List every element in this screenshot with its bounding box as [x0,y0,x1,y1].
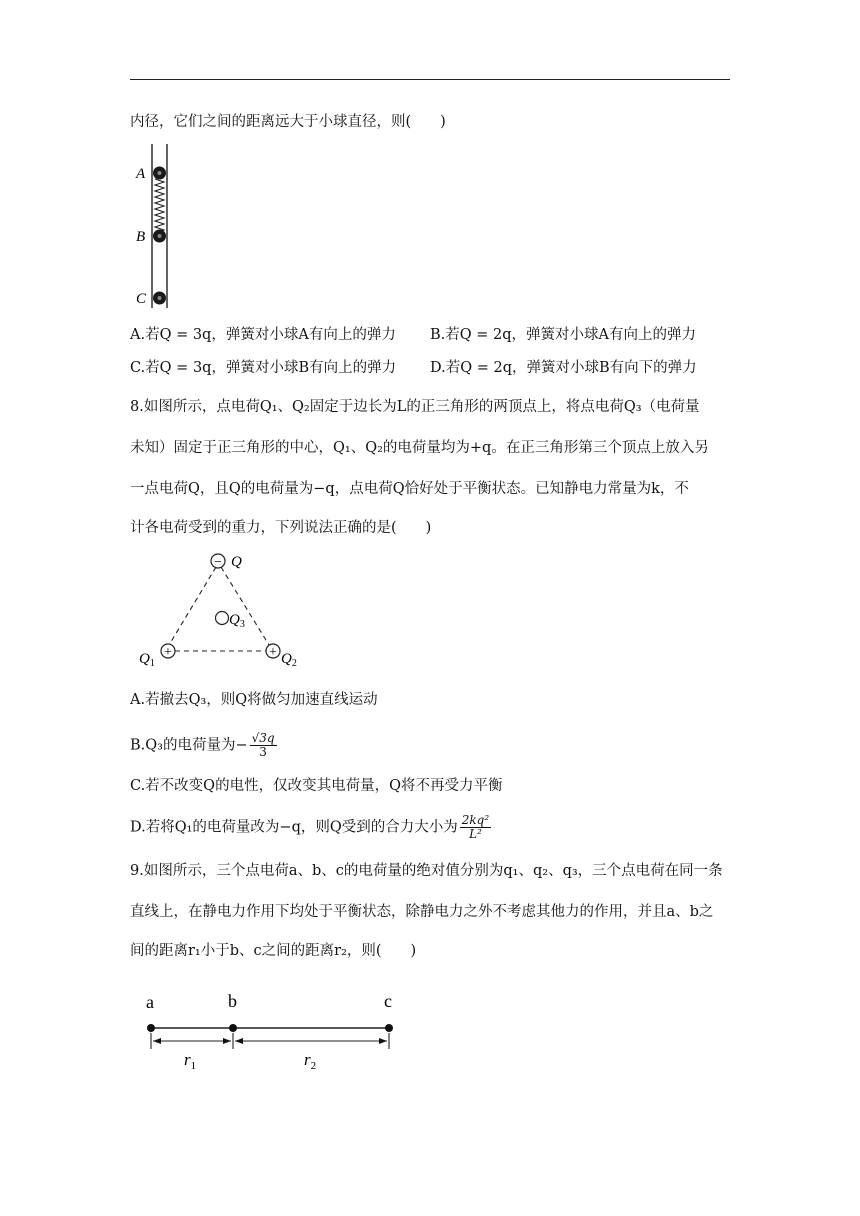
minus-sign: − [214,555,222,570]
label-a: a [146,992,154,1012]
q8-option-c: C.若不改变Q的电性，仅改变其电荷量，Q将不再受力平衡 [130,778,503,794]
q8-option-d-numerator: 2kq² [461,813,490,827]
q9-line-3: 间的距离r₁小于b、c之间的距离r₂，则( ) [130,943,417,959]
label-q: Q [231,554,242,570]
q8-option-b-denominator: 3 [259,745,267,759]
q8-option-d-fraction [460,814,491,841]
q8-option-b-numerator: √3q [251,731,275,745]
label-q1: $Q_1$ [139,651,155,669]
charge-q3-center [216,612,229,625]
q8-option-a: A.若撤去Q₃，则Q将做匀加速直线运动 [130,692,378,708]
q8-line-4: 计各电荷受到的重力，下列说法正确的是( ) [130,520,432,536]
label-c: c [384,991,392,1011]
q8-line-3: 一点电荷Q，且Q的电荷量为−q，点电荷Q恰好处于平衡状态。已知静电力常量为k，不 [130,481,689,497]
q8-line-1: 8.如图所示，点电荷Q₁、Q₂固定于边长为L的正三角形的两顶点上，将点电荷Q₃（电荷量 [130,399,700,415]
triangle-left-side [169,567,216,645]
spring [155,179,164,233]
label-b: B [136,229,146,245]
point-c [385,1024,393,1032]
q9-line-figure [140,988,410,1073]
label-r2: $r_2$ [304,1050,317,1072]
label-q3: $Q_3$ [229,612,245,630]
q8-option-d [130,814,493,841]
q7-option-c: C.若Q = 3q，弹簧对小球B有向上的弹力 [130,360,397,376]
label-a: A [136,166,146,182]
q9-line-1: 9.如图所示，三个点电荷a、b、c的电荷量的绝对值分别为q₁、q₂、q₃，三个点电荷在同一条 [130,863,723,879]
triangle-right-side [221,567,269,645]
q7-stem-tail: 内径，它们之间的距离远大于小球直径，则( ) [130,114,446,130]
q7-tube-figure [130,140,190,310]
point-b [229,1024,237,1032]
point-a [147,1024,155,1032]
q8-option-b-prefix: B.Q₃的电荷量为− [130,737,248,754]
q8-option-d-prefix: D.若将Q₁的电荷量改为−q，则Q受到的合力大小为 [130,819,458,836]
q7-option-d: D.若Q = 2q，弹簧对小球B有向下的弹力 [430,360,697,376]
q7-option-b: B.若Q = 2q，弹簧对小球A有向上的弹力 [430,327,696,343]
q7-option-a: A.若Q = 3q，弹簧对小球A有向上的弹力 [130,327,396,343]
q8-option-b-fraction [250,732,277,759]
label-q2: $Q_2$ [281,651,297,669]
header-rule [130,79,730,80]
label-b: b [228,991,237,1011]
q8-line-2: 未知）固定于正三角形的中心，Q₁、Q₂的电荷量均为+q。在正三角形第三个顶点上放入另 [130,440,709,456]
label-c: C [136,291,147,307]
q8-triangle-figure [135,545,310,670]
q8-option-b [130,732,279,759]
plus-sign-q2: + [269,645,277,660]
q9-line-2: 直线上，在静电力作用下均处于平衡状态，除静电力之外不考虑其他力的作用，并且a、b之 [130,904,714,920]
plus-sign-q1: + [164,645,172,660]
q8-option-d-denominator: L² [469,827,482,841]
label-r1: $r_1$ [184,1050,197,1072]
